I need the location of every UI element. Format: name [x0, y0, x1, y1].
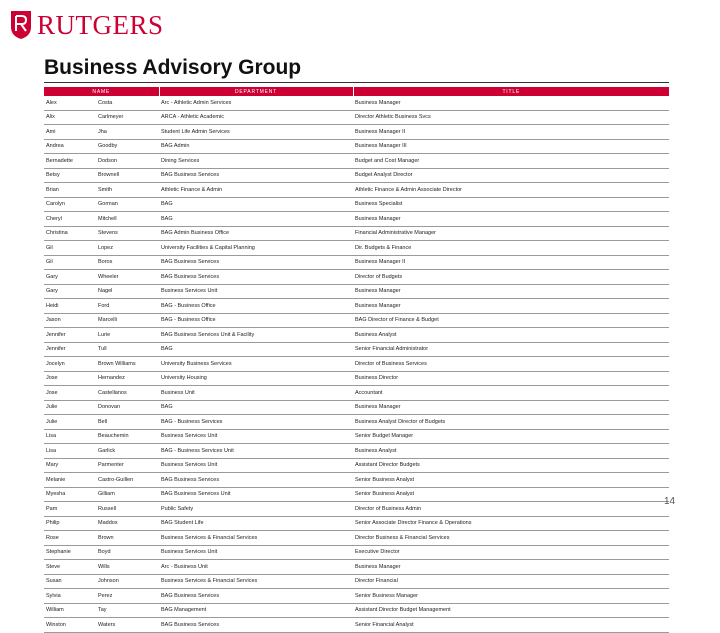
department-cell: Business Unit — [159, 386, 353, 401]
last-name: Gilliam — [98, 491, 115, 498]
name-cell — [44, 284, 159, 299]
name-cell — [44, 589, 159, 604]
last-name: Goodby — [98, 143, 118, 150]
last-name: Costa — [98, 99, 113, 106]
first-name: Winston — [46, 621, 66, 628]
department-cell: BAG — [159, 212, 353, 227]
first-name: Alex — [46, 99, 57, 106]
title-cell: Senior Budget Manager — [353, 429, 669, 444]
table-row — [44, 603, 669, 618]
department-cell: BAG Business Services — [159, 618, 353, 633]
rutgers-logo — [10, 8, 164, 42]
last-name: Castro-Guillen — [98, 476, 134, 483]
table-row — [44, 110, 669, 125]
name-cell — [44, 400, 159, 415]
name-cell — [44, 299, 159, 314]
last-name: Parmenter — [98, 462, 124, 469]
table-row — [44, 212, 669, 227]
title-cell: Assistant Director Budget Management — [353, 603, 669, 618]
table-row — [44, 270, 669, 285]
table-row — [44, 589, 669, 604]
title-cell: Director of Business Admin — [353, 502, 669, 517]
last-name: Marcelli — [98, 317, 117, 324]
last-name: Nagel — [98, 288, 113, 295]
department-cell: Arc - Business Unit — [159, 560, 353, 575]
first-name: Philip — [46, 520, 60, 527]
department-cell: Arc - Athletic Admin Services — [159, 96, 353, 110]
table-row — [44, 299, 669, 314]
title-cell: Business Manager — [353, 212, 669, 227]
first-name: Heidi — [46, 302, 59, 309]
name-cell — [44, 371, 159, 386]
first-name: Julie — [46, 404, 58, 411]
table-row — [44, 226, 669, 241]
table-row — [44, 415, 669, 430]
title-cell: Dir. Budgets & Finance — [353, 241, 669, 256]
last-name: Wills — [98, 563, 110, 570]
first-name: Stephanie — [46, 549, 71, 556]
title-cell: Business Manager III — [353, 139, 669, 154]
title-cell: Business Analyst — [353, 328, 669, 343]
table-row — [44, 386, 669, 401]
table-row — [44, 458, 669, 473]
department-cell: BAG Admin — [159, 139, 353, 154]
last-name: Stevens — [98, 230, 118, 237]
last-name: Maddox — [98, 520, 118, 527]
table-row — [44, 125, 669, 140]
department-cell: University Housing — [159, 371, 353, 386]
title-cell: Budget and Cost Manager — [353, 154, 669, 169]
table-row — [44, 531, 669, 546]
department-cell: BAG - Business Services — [159, 415, 353, 430]
last-name: Tay — [98, 607, 107, 614]
table-row — [44, 473, 669, 488]
name-cell — [44, 328, 159, 343]
name-cell — [44, 212, 159, 227]
first-name: Jason — [46, 317, 61, 324]
last-name: Gorman — [98, 201, 118, 208]
name-cell — [44, 516, 159, 531]
first-name: Sylvia — [46, 592, 61, 599]
slide-title: Business Advisory Group — [44, 56, 302, 79]
department-cell: BAG Business Services — [159, 589, 353, 604]
brand-wordmark: RUTGERS — [37, 10, 164, 40]
first-name: Andrea — [46, 143, 64, 150]
title-cell: Director Business & Financial Services — [353, 531, 669, 546]
first-name: Steve — [46, 563, 61, 570]
department-cell: BAG Business Services Unit — [159, 487, 353, 502]
last-name: Ford — [98, 302, 110, 309]
department-cell: Public Safety — [159, 502, 353, 517]
last-name: Garlick — [98, 447, 116, 454]
name-cell — [44, 560, 159, 575]
table-row — [44, 313, 669, 328]
last-name: Tull — [98, 346, 107, 353]
name-cell — [44, 531, 159, 546]
title-cell: Director Financial — [353, 574, 669, 589]
first-name: Gil — [46, 259, 53, 266]
column-header-name: NAME — [44, 87, 159, 96]
first-name: Christina — [46, 230, 68, 237]
page-number: 14 — [664, 496, 676, 507]
last-name: Brown — [98, 534, 114, 541]
department-cell: BAG Student Life — [159, 516, 353, 531]
first-name: Jose — [46, 375, 58, 382]
department-cell: University Business Services — [159, 357, 353, 372]
title-cell: Business Manager — [353, 299, 669, 314]
table-row — [44, 241, 669, 256]
first-name: Melanie — [46, 476, 66, 483]
table-row — [44, 429, 669, 444]
name-cell — [44, 545, 159, 560]
title-cell: Business Manager II — [353, 125, 669, 140]
table-row — [44, 139, 669, 154]
department-cell: Business Services Unit — [159, 284, 353, 299]
first-name: Mary — [46, 462, 59, 469]
department-cell: BAG - Business Office — [159, 299, 353, 314]
title-cell: Senior Business Analyst — [353, 473, 669, 488]
department-cell: BAG Business Services — [159, 473, 353, 488]
first-name: Betsy — [46, 172, 60, 179]
department-cell: BAG Business Services — [159, 255, 353, 270]
first-name: Rose — [46, 534, 59, 541]
department-cell: BAG — [159, 342, 353, 357]
last-name: Russell — [98, 505, 117, 512]
last-name: Mitchell — [98, 215, 117, 222]
department-cell: BAG Management — [159, 603, 353, 618]
first-name: Julie — [46, 418, 58, 425]
department-cell: BAG Admin Business Office — [159, 226, 353, 241]
last-name: Castellanos — [98, 389, 127, 396]
name-cell — [44, 415, 159, 430]
department-cell: Business Services & Financial Services — [159, 574, 353, 589]
title-cell: Business Manager II — [353, 255, 669, 270]
first-name: Pam — [46, 505, 58, 512]
last-name: Carlmeyer — [98, 114, 124, 121]
table-body — [44, 96, 669, 632]
last-name: Brownell — [98, 172, 120, 179]
name-cell — [44, 603, 159, 618]
first-name: William — [46, 607, 64, 614]
table-row — [44, 154, 669, 169]
title-cell: BAG Director of Finance & Budget — [353, 313, 669, 328]
last-name: Hernandez — [98, 375, 125, 382]
first-name: Lisa — [46, 447, 57, 454]
title-cell: Business Manager — [353, 400, 669, 415]
table-row — [44, 96, 669, 110]
title-cell: Senior Associate Director Finance & Operations — [353, 516, 669, 531]
name-cell — [44, 255, 159, 270]
title-cell: Business Specialist — [353, 197, 669, 212]
name-cell — [44, 110, 159, 125]
name-cell — [44, 444, 159, 459]
table-row — [44, 255, 669, 270]
department-cell: BAG Business Services — [159, 270, 353, 285]
department-cell: Business Services & Financial Services — [159, 531, 353, 546]
table-row — [44, 342, 669, 357]
table-row — [44, 502, 669, 517]
table-row — [44, 487, 669, 502]
department-cell: BAG — [159, 197, 353, 212]
department-cell: Student Life Admin Services — [159, 125, 353, 140]
department-cell: Athletic Finance & Admin — [159, 183, 353, 198]
title-cell: Business Analyst Director of Budgets — [353, 415, 669, 430]
last-name: Lurie — [98, 331, 111, 338]
title-cell: Financial Administrative Manager — [353, 226, 669, 241]
title-cell: Senior Business Analyst — [353, 487, 669, 502]
last-name: Boyd — [98, 549, 111, 556]
first-name: Jennifer — [46, 346, 66, 353]
department-cell: Dining Services — [159, 154, 353, 169]
column-header-title: TITLE — [353, 87, 669, 96]
title-cell: Budget Analyst Director — [353, 168, 669, 183]
table-row — [44, 618, 669, 633]
name-cell — [44, 197, 159, 212]
name-cell — [44, 183, 159, 198]
name-cell — [44, 342, 159, 357]
first-name: Jose — [46, 389, 58, 396]
title-cell: Director of Business Services — [353, 357, 669, 372]
title-cell: Business Manager — [353, 96, 669, 110]
title-cell: Business Analyst — [353, 444, 669, 459]
last-name: Beauchemin — [98, 433, 129, 440]
last-name: Donovan — [98, 404, 121, 411]
staff-table — [44, 87, 669, 633]
first-name: Myesha — [46, 491, 66, 498]
department-cell: Business Services Unit — [159, 458, 353, 473]
last-name: Jha — [98, 128, 107, 135]
table-row — [44, 328, 669, 343]
department-cell: BAG — [159, 400, 353, 415]
table-row — [44, 197, 669, 212]
last-name: Bell — [98, 418, 108, 425]
first-name: Ami — [46, 128, 56, 135]
last-name: Dodson — [98, 157, 117, 164]
name-cell — [44, 241, 159, 256]
title-cell: Assistant Director Budgets — [353, 458, 669, 473]
name-cell — [44, 96, 159, 110]
department-cell: BAG - Business Services Unit — [159, 444, 353, 459]
first-name: Cheryl — [46, 215, 62, 222]
table-row — [44, 400, 669, 415]
title-cell: Senior Financial Analyst — [353, 618, 669, 633]
name-cell — [44, 386, 159, 401]
first-name: Alix — [46, 114, 55, 121]
last-name: Smith — [98, 186, 113, 193]
rutgers-shield-icon — [10, 10, 32, 40]
last-name: Boros — [98, 259, 113, 266]
first-name: Gary — [46, 273, 58, 280]
department-cell: BAG - Business Office — [159, 313, 353, 328]
name-cell — [44, 270, 159, 285]
first-name: Lisa — [46, 433, 57, 440]
first-name: Gary — [46, 288, 58, 295]
first-name: Jocelyn — [46, 360, 65, 367]
title-cell: Senior Business Manager — [353, 589, 669, 604]
title-cell: Accountant — [353, 386, 669, 401]
name-cell — [44, 429, 159, 444]
name-cell — [44, 313, 159, 328]
name-cell — [44, 357, 159, 372]
title-cell: Business Manager — [353, 560, 669, 575]
title-cell: Senior Financial Administrator — [353, 342, 669, 357]
table-row — [44, 545, 669, 560]
last-name: Wheeler — [98, 273, 119, 280]
department-cell: Business Services Unit — [159, 429, 353, 444]
table-row — [44, 284, 669, 299]
name-cell — [44, 487, 159, 502]
department-cell: BAG Business Services Unit & Facility — [159, 328, 353, 343]
table-row — [44, 444, 669, 459]
table-row — [44, 574, 669, 589]
first-name: Carolyn — [46, 201, 65, 208]
last-name: Lopez — [98, 244, 113, 251]
title-cell: Business Director — [353, 371, 669, 386]
name-cell — [44, 125, 159, 140]
name-cell — [44, 618, 159, 633]
title-cell: Director Athletic Business Svcs — [353, 110, 669, 125]
title-divider — [44, 82, 669, 83]
table-header-row — [44, 87, 669, 96]
name-cell — [44, 226, 159, 241]
last-name: Perez — [98, 592, 113, 599]
title-cell: Executive Director — [353, 545, 669, 560]
department-cell: BAG Business Services — [159, 168, 353, 183]
table-row — [44, 183, 669, 198]
last-name: Waters — [98, 621, 116, 628]
table-row — [44, 560, 669, 575]
title-cell: Athletic Finance & Admin Associate Director — [353, 183, 669, 198]
name-cell — [44, 154, 159, 169]
title-cell: Director of Budgets — [353, 270, 669, 285]
department-cell: ARCA - Athletic Academic — [159, 110, 353, 125]
name-cell — [44, 168, 159, 183]
first-name: Jennifer — [46, 331, 66, 338]
last-name: Johnson — [98, 578, 119, 585]
title-cell: Business Manager — [353, 284, 669, 299]
table-row — [44, 357, 669, 372]
table-row — [44, 516, 669, 531]
first-name: Gil — [46, 244, 53, 251]
name-cell — [44, 458, 159, 473]
last-name: Brown Williams — [98, 360, 136, 367]
name-cell — [44, 574, 159, 589]
department-cell: Business Services Unit — [159, 545, 353, 560]
column-header-department: DEPARTMENT — [159, 87, 353, 96]
first-name: Bernadette — [46, 157, 73, 164]
name-cell — [44, 139, 159, 154]
department-cell: University Facilities & Capital Planning — [159, 241, 353, 256]
first-name: Brian — [46, 186, 59, 193]
table-row — [44, 168, 669, 183]
first-name: Susan — [46, 578, 62, 585]
name-cell — [44, 473, 159, 488]
name-cell — [44, 502, 159, 517]
table-row — [44, 371, 669, 386]
